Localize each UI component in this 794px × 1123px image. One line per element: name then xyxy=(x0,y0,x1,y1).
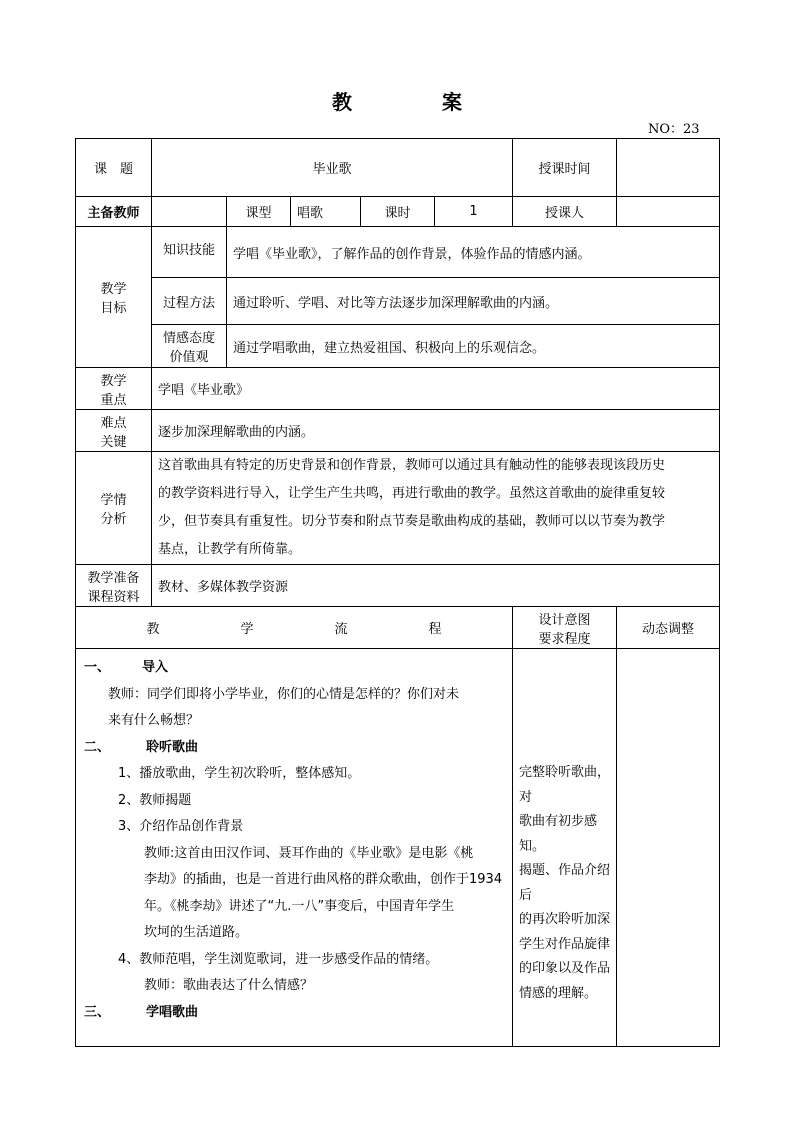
lead-teacher-label: 主备教师 xyxy=(76,197,152,227)
lead-teacher-value xyxy=(152,197,227,227)
document-number: NO：23 xyxy=(648,122,700,137)
section-2-title: 聆听歌曲 xyxy=(146,739,199,755)
key-point-text: 学唱《毕业歌》 xyxy=(152,368,720,410)
knowledge-skills-text: 学唱《毕业歌》，了解作品的创作背景，体验作品的情感内涵。 xyxy=(227,227,720,278)
design-note-line: 完整聆听歌曲，对 xyxy=(519,765,611,805)
teaching-flow-header xyxy=(76,607,513,649)
section-2-heading xyxy=(84,735,504,762)
flow-line: 来有什么畅想？ xyxy=(108,713,200,728)
flow-header-char: 教 xyxy=(146,622,160,637)
lesson-type-value: 唱歌 xyxy=(291,197,361,227)
lesson-time-value xyxy=(617,139,720,197)
preparation-label-2: 课程资料 xyxy=(87,589,140,605)
design-note-line: 歌曲有初步感知。 xyxy=(519,814,598,854)
title-char-2: 案 xyxy=(442,90,462,114)
key-point-label-1: 教学 xyxy=(100,373,127,389)
section-1-heading xyxy=(84,655,504,682)
flow-line: 4、教师范唱，学生浏览歌词，进一步感受作品的情绪。 xyxy=(118,951,439,967)
flow-line: 教师:这首由田汉作词、聂耳作曲的《毕业歌》是电影《桃 xyxy=(144,845,474,861)
difficulty-label-2: 关键 xyxy=(100,434,127,450)
lesson-time-label: 授课时间 xyxy=(513,139,617,197)
dynamic-adjust-header: 动态调整 xyxy=(617,607,720,649)
lecturer-label: 授课人 xyxy=(513,197,617,227)
flow-line: 年。《桃李劫》讲述了“九.一八”事变后，中国青年学生 xyxy=(144,898,455,914)
key-point-label xyxy=(76,368,152,410)
preparation-label-1: 教学准备 xyxy=(87,570,140,586)
design-note-line: 情感的理解。 xyxy=(519,985,598,1001)
emotion-values-label xyxy=(152,325,227,368)
student-analysis-label-1: 学情 xyxy=(100,493,127,508)
student-analysis-text xyxy=(152,452,720,565)
difficulty-text: 逐步加深理解歌曲的内涵。 xyxy=(152,410,720,452)
section-3-heading xyxy=(84,1000,504,1027)
flow-header-char: 学 xyxy=(240,622,254,637)
process-method-text: 通过聆听、学唱、对比等方法逐步加深理解歌曲的内涵。 xyxy=(227,278,720,325)
key-point-label-2: 重点 xyxy=(100,392,127,408)
knowledge-skills-label: 知识技能 xyxy=(152,227,227,278)
lesson-hours-label: 课时 xyxy=(361,197,435,227)
lesson-type-label: 课型 xyxy=(227,197,291,227)
difficulty-label-1: 难点 xyxy=(100,415,127,431)
teaching-goals-label-1: 教学 xyxy=(100,282,127,297)
section-3-title: 学唱歌曲 xyxy=(146,1004,199,1020)
design-intent-content xyxy=(513,649,617,1047)
emotion-values-label-2: 价值观 xyxy=(169,350,209,365)
design-note-line: 的印象以及作品 xyxy=(519,961,611,976)
flow-line: 坎坷的生活道路。 xyxy=(144,925,249,940)
flow-header-char: 程 xyxy=(428,622,442,637)
section-1-number: 一、 xyxy=(84,660,111,675)
teaching-goals-label-2: 目标 xyxy=(100,301,127,316)
flow-line: 李劫》的插曲，也是一首进行曲风格的群众歌曲，创作于1934 xyxy=(144,872,503,887)
dynamic-adjust-content xyxy=(617,649,720,1047)
lesson-hours-value: 1 xyxy=(435,197,513,227)
analysis-line: 少，但节奏具有重复性。切分节奏和附点节奏是歌曲构成的基础，教师可以以节奏为教学 xyxy=(158,514,666,529)
process-method-label: 过程方法 xyxy=(152,278,227,325)
emotion-values-label-1: 情感态度 xyxy=(162,331,215,346)
teaching-goals-label xyxy=(76,227,152,368)
section-2-number: 二、 xyxy=(84,739,111,755)
design-intent-header-1: 设计意图 xyxy=(538,612,591,628)
section-1-title: 导入 xyxy=(142,660,169,675)
lesson-plan-table xyxy=(75,138,720,1047)
analysis-line: 基点，让教学有所倚靠。 xyxy=(158,542,302,557)
flow-line: 教师：同学们即将小学毕业，你们的心情是怎样的？你们对未 xyxy=(108,686,460,702)
design-note-line: 揭题、作品介绍后 xyxy=(519,863,611,903)
flow-line: 2、教师揭题 xyxy=(118,792,192,808)
flow-header-char: 流 xyxy=(334,622,348,637)
design-intent-header-2: 要求程度 xyxy=(538,631,591,647)
preparation-text: 教材、多媒体教学资源 xyxy=(152,565,720,607)
topic-label: 课 题 xyxy=(76,139,152,197)
design-note-line: 学生对作品旋律 xyxy=(519,936,611,952)
design-note-line: 的再次聆听加深 xyxy=(519,912,611,927)
lecturer-value xyxy=(617,197,720,227)
topic-value: 毕业歌 xyxy=(152,139,513,197)
analysis-line: 的教学资料进行导入，让学生产生共鸣，再进行歌曲的教学。虽然这首歌曲的旋律重复较 xyxy=(158,486,666,501)
section-3-number: 三、 xyxy=(84,1004,111,1020)
title-char-1: 教 xyxy=(332,90,352,114)
flow-line: 1、播放歌曲，学生初次聆听，整体感知。 xyxy=(118,766,361,781)
teaching-flow-content xyxy=(76,649,513,1047)
emotion-values-text: 通过学唱歌曲，建立热爱祖国、积极向上的乐观信念。 xyxy=(227,325,720,368)
preparation-label xyxy=(76,565,152,607)
flow-line: 教师：歌曲表达了什么情感？ xyxy=(144,978,314,993)
analysis-line: 这首歌曲具有特定的历史背景和创作背景，教师可以通过具有触动性的能够表现该段历史 xyxy=(158,458,666,473)
student-analysis-label xyxy=(76,452,152,565)
flow-line: 3、介绍作品创作背景 xyxy=(118,819,244,834)
document-title xyxy=(0,86,794,115)
difficulty-label xyxy=(76,410,152,452)
student-analysis-label-2: 分析 xyxy=(100,512,127,527)
design-intent-header xyxy=(513,607,617,649)
